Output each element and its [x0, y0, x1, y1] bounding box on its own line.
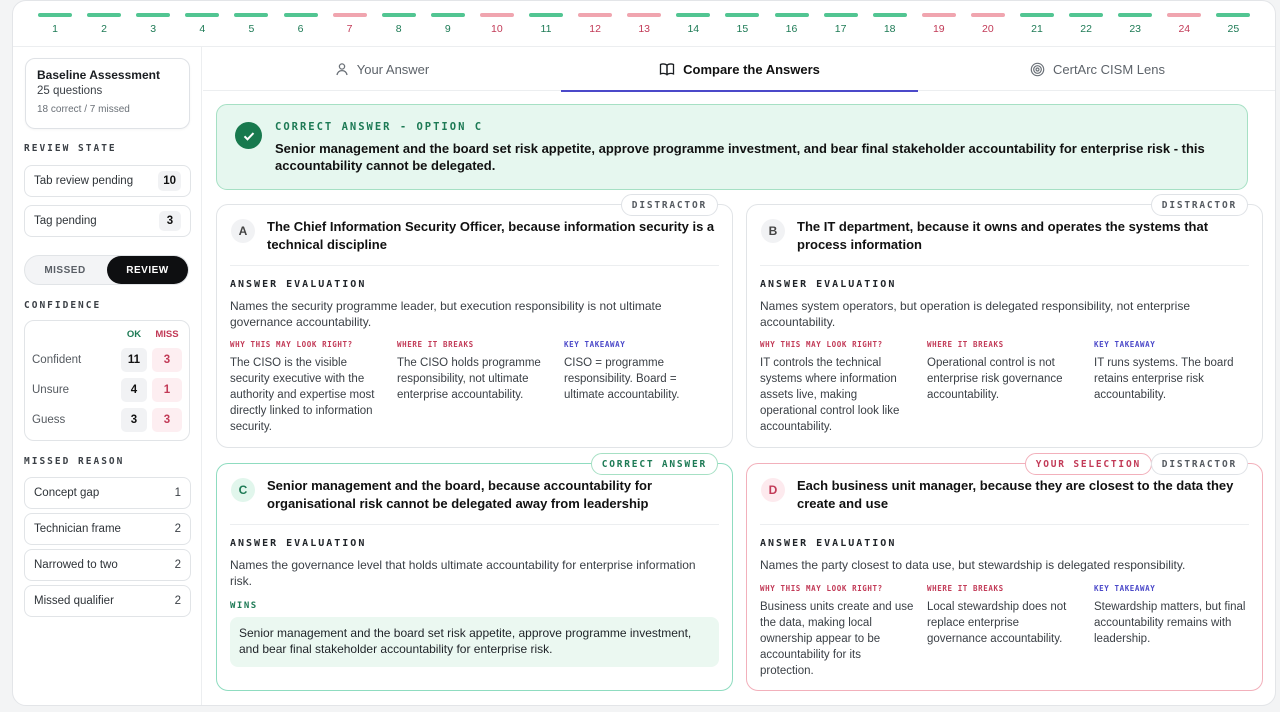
confidence-ok-count: 4 [121, 378, 147, 402]
question-status-bar [1020, 13, 1054, 17]
option-card-c[interactable] [216, 458, 733, 691]
question-nav-item[interactable] [182, 1, 222, 47]
question-nav-item[interactable] [281, 1, 321, 47]
confidence-table [24, 320, 190, 441]
breaks-text: The CISO holds programme responsibility, not ultimate enterprise accountability. [397, 357, 541, 401]
question-status-bar [136, 13, 170, 17]
question-status-bar [38, 13, 72, 17]
confidence-ok-count: 11 [121, 348, 147, 372]
question-nav-item[interactable] [379, 1, 419, 47]
book-open-icon [659, 62, 675, 76]
option-card-d[interactable] [746, 458, 1263, 691]
question-number: 2 [101, 23, 108, 35]
question-number: 25 [1227, 23, 1240, 35]
missed-reason-count: 1 [174, 487, 181, 499]
option-title: Each business unit manager, because they are closest to the data they create and use [797, 478, 1234, 511]
answer-evaluation-text: Names the party closest to data use, but stewardship is delegated responsibility. [760, 558, 1186, 572]
question-number: 6 [297, 23, 304, 35]
confidence-miss-count: 1 [152, 378, 182, 402]
question-nav-item[interactable] [1164, 1, 1204, 47]
option-title: The Chief Information Security Officer, because information security is a technical discipline [267, 219, 715, 252]
question-status-bar [1118, 13, 1152, 17]
review-state-count: 10 [158, 171, 181, 191]
check-circle-icon [235, 122, 262, 149]
answer-evaluation-text: Names system operators, but operation is delegated responsibility, not enterprise accountability. [760, 299, 1191, 329]
why-label: WHY THIS MAY LOOK RIGHT? [230, 340, 353, 349]
question-status-bar [431, 13, 465, 17]
tab-certarc-lens[interactable] [918, 47, 1276, 91]
option-title: Senior management and the board, because accountability for organisational risk cannot be delegated away from leadership [267, 478, 653, 511]
question-nav-item[interactable] [133, 1, 173, 47]
tab-label: CertArc CISM Lens [1053, 61, 1165, 77]
your-selection-tag: YOUR SELECTION [1025, 453, 1152, 475]
confidence-row-guess[interactable] [25, 408, 191, 434]
question-nav-item[interactable] [231, 1, 271, 47]
missed-review-toggle [24, 255, 189, 285]
key-takeaway-label: KEY TAKEAWAY [1094, 340, 1156, 349]
question-nav-item[interactable] [870, 1, 910, 47]
option-letter: A [231, 219, 255, 243]
breaks-column [927, 584, 1082, 647]
confidence-miss-count: 3 [152, 348, 182, 372]
question-nav-item[interactable] [477, 1, 517, 47]
missed-reason-text: Missed qualifier [34, 595, 114, 607]
distractor-tag: DISTRACTOR [621, 194, 718, 216]
review-state-count: 3 [159, 211, 181, 231]
question-number: 4 [199, 23, 206, 35]
question-status-bar [185, 13, 219, 17]
correct-answer-banner [216, 104, 1248, 190]
option-letter: D [761, 478, 785, 502]
divider [230, 524, 719, 525]
question-status-bar [1069, 13, 1103, 17]
why-label: WHY THIS MAY LOOK RIGHT? [760, 584, 883, 593]
question-number: 11 [540, 23, 552, 35]
confidence-miss-header: MISS [155, 329, 179, 340]
question-nav-item[interactable] [722, 1, 762, 47]
question-number: 14 [687, 23, 700, 35]
question-number: 24 [1178, 23, 1191, 35]
option-letter: C [231, 478, 255, 502]
review-state-tab-pending[interactable] [24, 165, 191, 197]
main-panel [203, 47, 1276, 706]
why-text: IT controls the technical systems where information assets live, making operational control look like accountability. [760, 357, 900, 433]
breaks-label: WHERE IT BREAKS [397, 340, 474, 349]
question-number: 16 [785, 23, 798, 35]
assessment-title: Baseline Assessment [37, 68, 160, 82]
question-number: 21 [1031, 23, 1043, 35]
question-nav-item[interactable] [1115, 1, 1155, 47]
why-column [760, 340, 915, 435]
key-takeaway-text: IT runs systems. The board retains enterprise risk accountability. [1094, 357, 1234, 401]
why-column [760, 584, 915, 679]
question-status-bar [578, 13, 612, 17]
divider [760, 524, 1249, 525]
wins-text: Senior management and the board set risk appetite, approve programme investment, and bear final stakeholder accountability for enterprise risk. [230, 617, 719, 667]
missed-reason-concept-gap[interactable] [24, 477, 191, 509]
question-nav-item[interactable] [821, 1, 861, 47]
breaks-column [927, 340, 1082, 403]
divider [230, 265, 719, 266]
question-status-bar [1216, 13, 1250, 17]
question-number: 22 [1080, 23, 1092, 35]
missed-reason-text: Concept gap [34, 487, 100, 499]
tab-label: Your Answer [356, 61, 430, 77]
question-number: 12 [589, 23, 601, 35]
answer-evaluation-label: ANSWER EVALUATION [760, 279, 897, 290]
confidence-row-label: Confident [32, 354, 82, 366]
question-nav-item[interactable] [1066, 1, 1106, 47]
key-takeaway-text: CISO = programme responsibility. Board = ultimate accountability. [564, 357, 680, 401]
question-number: 18 [883, 23, 896, 35]
correct-answer-tag: CORRECT ANSWER [591, 453, 718, 475]
breaks-text: Local stewardship does not replace enterprise governance accountability. [927, 601, 1067, 645]
question-nav-item[interactable] [772, 1, 812, 47]
confidence-row-confident[interactable] [25, 348, 191, 374]
toggle-review[interactable]: REVIEW [107, 256, 188, 284]
breaks-column [397, 340, 552, 403]
missed-reason-count: 2 [174, 559, 181, 571]
question-status-bar [676, 13, 710, 17]
confidence-row-unsure[interactable] [25, 378, 191, 404]
missed-reason-technician-frame[interactable] [24, 513, 191, 545]
question-number: 17 [834, 23, 847, 35]
tab-label: Compare the Answers [683, 61, 820, 77]
question-number: 15 [736, 23, 749, 35]
question-status-bar [87, 13, 121, 17]
question-number: 1 [52, 23, 58, 35]
key-takeaway-text: Stewardship matters, but final accountability remains with leadership. [1094, 601, 1246, 645]
question-nav-item[interactable] [1213, 1, 1253, 47]
option-card-a[interactable] [216, 199, 733, 448]
breaks-label: WHERE IT BREAKS [927, 584, 1004, 593]
question-status-bar [529, 13, 563, 17]
question-nav-item[interactable] [35, 1, 75, 47]
answer-evaluation-label: ANSWER EVALUATION [230, 538, 367, 549]
question-status-bar [775, 13, 809, 17]
question-navigator [13, 1, 1276, 47]
assessment-card[interactable] [25, 58, 190, 129]
tab-bar [203, 47, 1276, 91]
missed-reason-missed-qualifier[interactable] [24, 585, 191, 617]
confidence-row-label: Guess [32, 414, 66, 426]
correct-answer-text: Senior management and the board set risk appetite, approve programme investment, and bear final stakeholder accountability for enterprise risk - this accountability cannot be delegated. [275, 141, 1205, 173]
key-takeaway-column [1094, 340, 1249, 403]
breaks-label: WHERE IT BREAKS [927, 340, 1004, 349]
option-card-b[interactable] [746, 199, 1263, 448]
missed-reason-text: Narrowed to two [34, 559, 118, 571]
question-number: 9 [444, 23, 451, 35]
key-takeaway-column [1094, 584, 1249, 647]
question-status-bar [480, 13, 514, 17]
option-title: The IT department, because it owns and operates the systems that process information [797, 219, 1209, 252]
question-nav-item[interactable] [624, 1, 664, 47]
answer-evaluation-text: Names the security programme leader, but execution responsibility is not ultimate governance accountability. [230, 299, 662, 329]
why-text: The CISO is the visible security executive with the authority and expertise most directly linked to information security. [230, 357, 375, 433]
confidence-miss-count: 3 [152, 408, 182, 432]
key-takeaway-label: KEY TAKEAWAY [564, 340, 626, 349]
question-status-bar [824, 13, 858, 17]
missed-reason-count: 2 [174, 595, 181, 607]
question-nav-item[interactable] [330, 1, 370, 47]
missed-reason-narrowed-to-two[interactable] [24, 549, 191, 581]
question-number: 7 [346, 23, 353, 35]
question-status-bar [627, 13, 661, 17]
answer-evaluation-label: ANSWER EVALUATION [760, 538, 897, 549]
question-nav-item[interactable] [919, 1, 959, 47]
confidence-ok-count: 3 [121, 408, 147, 432]
confidence-ok-header: OK [126, 329, 142, 340]
missed-reason-label: MISSED REASON [24, 456, 125, 467]
distractor-tag: DISTRACTOR [1151, 194, 1248, 216]
question-status-bar [333, 13, 367, 17]
divider [760, 265, 1249, 266]
review-state-label-text: Tab review pending [34, 175, 134, 187]
wins-label: WINS [230, 601, 258, 611]
question-status-bar [725, 13, 759, 17]
question-number: 23 [1129, 23, 1142, 35]
question-nav-item[interactable] [526, 1, 566, 47]
question-status-bar [922, 13, 956, 17]
correct-answer-label: CORRECT ANSWER - OPTION C [275, 121, 484, 133]
app-shell [12, 0, 1276, 706]
user-icon [335, 62, 349, 76]
tab-compare-answers[interactable] [561, 47, 918, 91]
question-number: 19 [932, 23, 945, 35]
tab-your-answer[interactable] [203, 47, 561, 91]
question-number: 20 [982, 23, 994, 35]
review-state-label: REVIEW STATE [24, 143, 117, 154]
question-nav-item[interactable] [1017, 1, 1057, 47]
why-text: Business units create and use the data, making local ownership appear to be accountability for its protection. [760, 601, 914, 677]
question-status-bar [234, 13, 268, 17]
question-status-bar [284, 13, 318, 17]
question-nav-item[interactable] [84, 1, 124, 47]
question-number: 8 [395, 23, 402, 35]
why-column [230, 340, 385, 435]
why-label: WHY THIS MAY LOOK RIGHT? [760, 340, 883, 349]
breaks-text: Operational control is not enterprise risk governance accountability. [927, 357, 1063, 401]
question-number: 5 [248, 23, 255, 35]
key-takeaway-label: KEY TAKEAWAY [1094, 584, 1156, 593]
distractor-tag: DISTRACTOR [1151, 453, 1248, 475]
question-status-bar [382, 13, 416, 17]
missed-reason-count: 2 [174, 523, 181, 535]
assessment-score: 18 correct / 7 missed [37, 104, 130, 115]
review-state-label-text: Tag pending [34, 215, 97, 227]
key-takeaway-column [564, 340, 719, 403]
question-number: 3 [150, 23, 157, 35]
question-nav-item[interactable] [428, 1, 468, 47]
option-letter: B [761, 219, 785, 243]
question-number: 13 [638, 23, 651, 35]
question-nav-item[interactable] [968, 1, 1008, 47]
confidence-row-label: Unsure [32, 384, 70, 396]
question-nav-item[interactable] [575, 1, 615, 47]
question-number: 10 [491, 23, 503, 35]
assessment-count: 25 questions [37, 85, 103, 97]
target-icon [1030, 62, 1045, 77]
question-status-bar [1167, 13, 1201, 17]
review-state-tag-pending[interactable] [24, 205, 191, 237]
question-status-bar [971, 13, 1005, 17]
sidebar [13, 47, 202, 706]
toggle-missed[interactable]: MISSED [44, 264, 86, 276]
answer-evaluation-label: ANSWER EVALUATION [230, 279, 367, 290]
question-status-bar [873, 13, 907, 17]
confidence-label: CONFIDENCE [24, 300, 102, 311]
question-nav-item[interactable] [673, 1, 713, 47]
missed-reason-text: Technician frame [34, 523, 121, 535]
answer-evaluation-text: Names the governance level that holds ultimate accountability for enterprise information risk. [230, 558, 696, 588]
